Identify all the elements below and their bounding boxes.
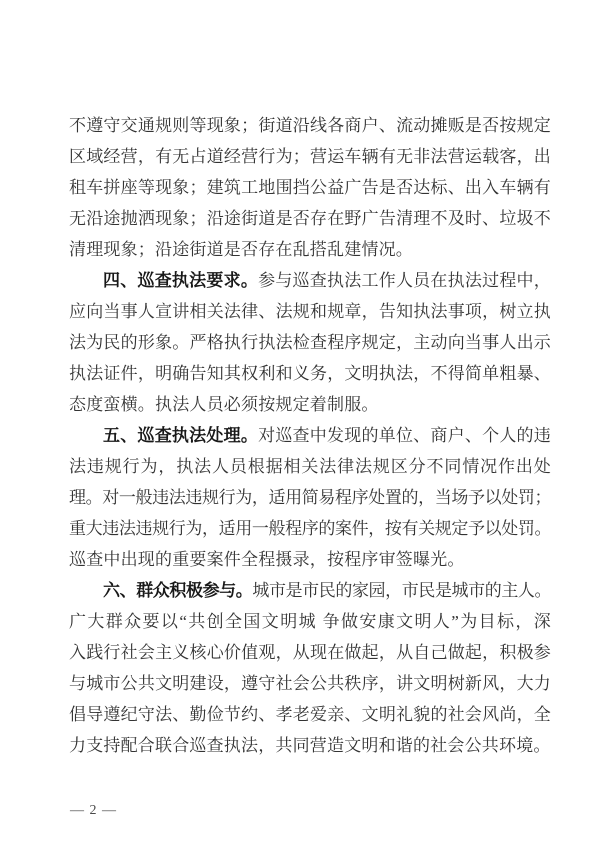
section-4-heading-line xyxy=(69,265,551,296)
paragraph-section-6 xyxy=(69,575,551,761)
text-line: 应向当事人宣讲相关法律、法规和规章，告知执法事项，树立执 xyxy=(69,302,551,321)
section-5-heading: 五、巡查执法处理。 xyxy=(103,426,259,445)
text-line: 与城市公共文明建设，遵守社会公共秩序，讲文明树新风，大力 xyxy=(69,674,551,693)
text-line: 巡查中出现的重要案件全程摄录，按程序审签曝光。 xyxy=(69,550,465,569)
paragraph-continuation xyxy=(69,110,551,265)
section-6-heading-rest: 城市是市民的家园，市民是城市的主人。 xyxy=(252,581,551,600)
text-line: 无沿途抛洒现象；沿途街道是否存在野广告清理不及时、垃圾不 xyxy=(69,209,551,228)
paragraph-section-4 xyxy=(69,265,551,420)
text-line: 力支持配合联合巡查执法，共同营造文明和谐的社会公共环境。 xyxy=(69,736,551,755)
section-6-heading: 六、群众积极参与。 xyxy=(103,581,253,600)
section-5-heading-line xyxy=(69,420,551,451)
text-line: 倡导遵纪守法、勤俭节约、孝老爱亲、文明礼貌的社会风尚，全 xyxy=(69,705,551,724)
page-number: — 2 — xyxy=(70,803,117,818)
text-line: 法为民的形象。严格执行执法检查程序规定，主动向当事人出示 xyxy=(69,333,551,352)
text-line: 入践行社会主义核心价值观，从现在做起，从自己做起，积极参 xyxy=(69,643,551,662)
text-line: 态度蛮横。执法人员必须按规定着制服。 xyxy=(69,395,379,414)
text-line: 广大群众要以“共创全国文明城 争做安康文明人”为目标，深 xyxy=(69,612,551,631)
text-line: 法违规行为，执法人员根据相关法律法规区分不同情况作出处 xyxy=(69,457,551,476)
section-5-heading-rest: 对巡查中发现的单位、商户、个人的违 xyxy=(258,426,551,445)
text-line: 不遵守交通规则等现象；街道沿线各商户、流动摊贩是否按规定 xyxy=(69,116,551,135)
section-4-heading-rest: 参与巡查执法工作人员在执法过程中， xyxy=(258,271,551,290)
section-6-heading-line xyxy=(69,575,551,606)
text-line: 重大违法违规行为，适用一般程序的案件，按有关规定予以处罚。 xyxy=(69,519,551,538)
text-line: 租车拼座等现象；建筑工地围挡公益广告是否达标、出入车辆有 xyxy=(69,178,551,197)
section-4-heading: 四、巡查执法要求。 xyxy=(103,271,259,290)
text-line: 理。对一般违法违规行为，适用简易程序处置的，当场予以处罚； xyxy=(69,488,551,507)
paragraph-section-5 xyxy=(69,420,551,575)
document-body xyxy=(69,110,551,761)
text-line: 清理现象；沿途街道是否存在乱搭乱建情况。 xyxy=(69,240,413,259)
text-line: 区域经营，有无占道经营行为；营运车辆有无非法营运载客，出 xyxy=(69,147,551,166)
text-line: 执法证件，明确告知其权利和义务，文明执法，不得简单粗暴、 xyxy=(69,364,551,383)
